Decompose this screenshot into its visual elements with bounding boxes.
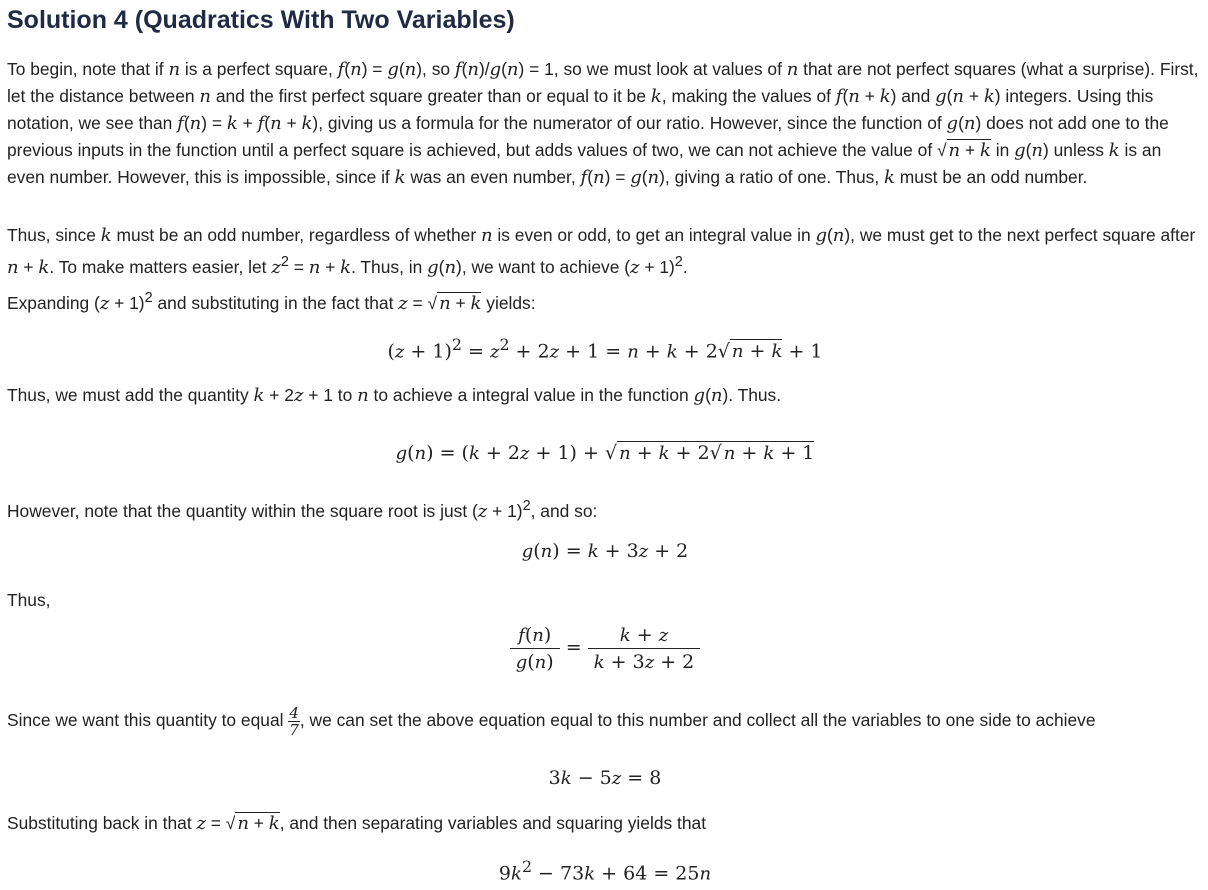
equation-g-of-n-full: g(n) = (k + 2z + 1) + √ n + k + 2√ n + k + 1 [395, 442, 815, 464]
paragraph-expanding: Expanding $(z + 1)^2$ and substituting in the fact that z = √ n + k yields: [7, 290, 536, 314]
solution-heading: Solution 4 (Quadratics With Two Variables) [7, 6, 515, 34]
equation-linear: 3k − 5z = 8 [548, 767, 662, 789]
equation-g-of-n-simplified: g(n) = k + 3z + 2 [521, 540, 689, 562]
equation-quadratic: $9k^2 - 73k + 64 = 25n$ [498, 857, 712, 885]
paragraph-square-root: However, note that the quantity within the square root is just $(z + 1)^2$, and so: [7, 498, 598, 522]
paragraph-add-quantity: Thus, we must add the quantity k + 2z + 1 to n to achieve a integral value in the function g(n). Thus. [7, 385, 782, 406]
equation-expansion: $(z + 1)^2 = z^2 + 2z + 1 = n + k + 2√$ n + k + 1 [387, 335, 823, 363]
paragraph-intro: To begin, note that if n is a perfect square, f(n) = g(n), so f(n)/g(n) = 1, so we must look at values of n that are not perfect squares (what a surprise). First, let the distance between n and the first perfect square greater than or equal to it be k, making the values of f(n + k) and g(n + k) integers. Using this notation, we see than f(n) = k + f(n + k), giving us a formula for the numerator of our ratio. However, since the function of g(n) does not add one to the previous inputs in the function until a perfect square is achieved, but adds values of two, we can not achieve the value of √ n + k in g(n) unless k is an even number. However, this is impossible, since if k was an even number, f(n) = g(n), giving a ratio of one. Thus, k must be an odd number. [7, 59, 1199, 188]
paragraph-substituting: Substituting back in that z = √ n + k, and then separating variables and squaring yields that [7, 813, 707, 834]
paragraph-thus: Thus, [7, 590, 51, 610]
equation-ratio: $\frac{f(n)}{g(n)}$ = $\frac{k + z}{k + 3z + 2}$ [7, 624, 1203, 673]
paragraph-odd-k: Thus, since k must be an odd number, regardless of whether n is even or odd, to get an integral value in g(n), we must get to the next perfect square after n + k. To make matters easier, let $z^2 = n + k$. Thus, in g(n), we want to achieve $(z + 1)^2$. [7, 225, 1196, 278]
paragraph-four-sevenths: Since we want this quantity to equal $\frac{4}{7}$ , we can set the above equation equal to this number and collect all the variables to one side to achieve [7, 704, 1096, 739]
